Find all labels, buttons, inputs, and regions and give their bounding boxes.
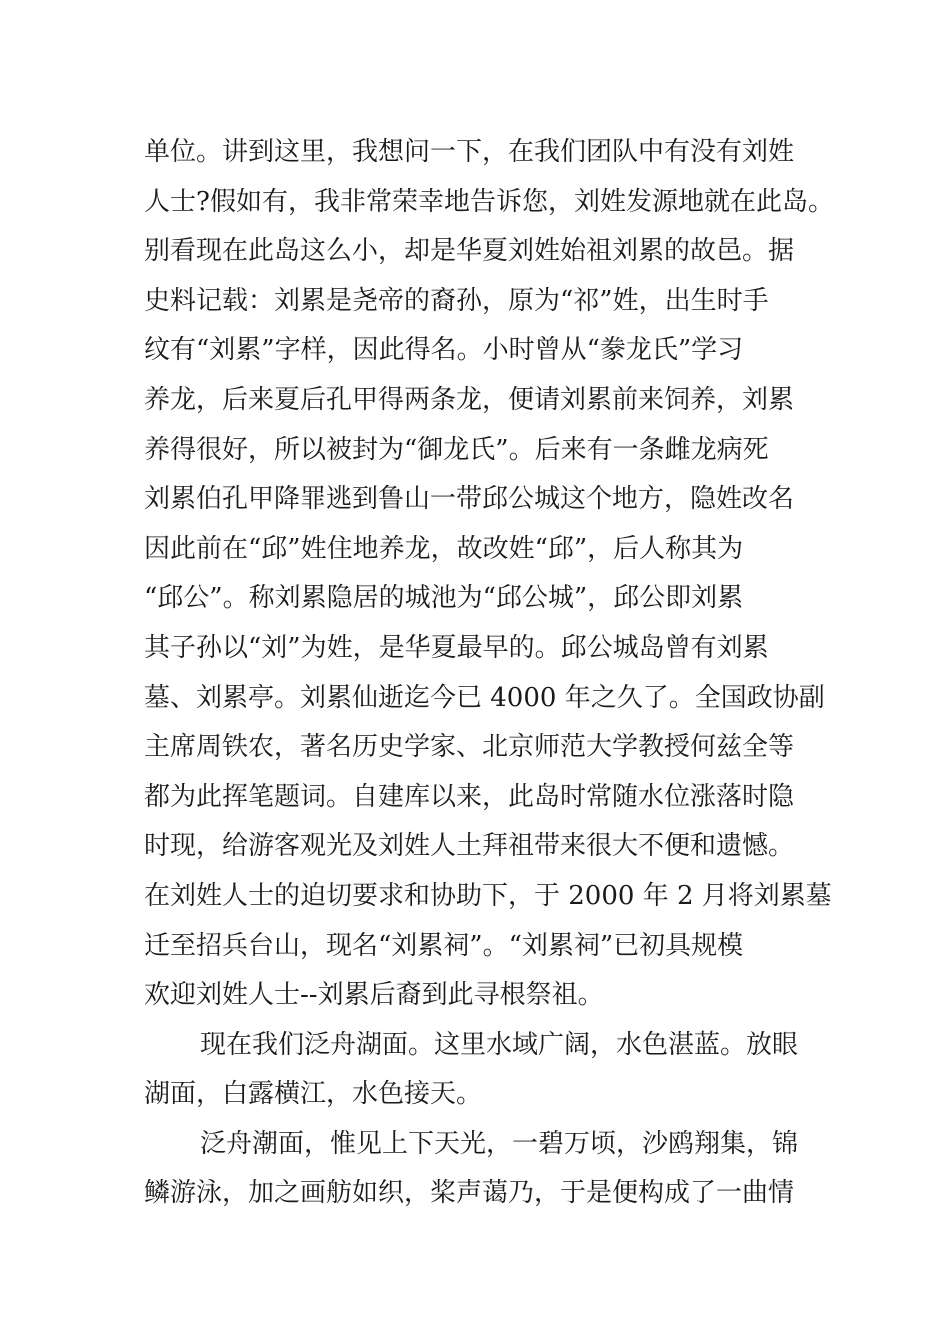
body-text <box>144 128 844 1219</box>
text-line: 欢迎刘姓人士--刘累后裔到此寻根祭祖。 <box>144 980 604 1011</box>
paragraph-first-line: 现在我们泛舟湖面。这里水域广阔，水色湛蓝。放眼 <box>200 1029 799 1060</box>
text-line: 湖面，白露横江，水色接天。 <box>144 1079 483 1110</box>
text-line: 时现，给游客观光及刘姓人土拜祖带来很大不便和遗憾。 <box>144 831 795 862</box>
text-line: 墓、刘累亭。刘累仙逝迄今已 4000 年之久了。全国政协副 <box>144 682 825 713</box>
text-line: 养得很好，所以被封为“御龙氏”。后来有一条雌龙病死 <box>144 434 769 465</box>
text-line: 人士?假如有，我非常荣幸地告诉您，刘姓发源地就在此岛。 <box>144 186 834 217</box>
paragraph-first-line: 泛舟潮面，惟见上下天光，一碧万顷，沙鸥翔集，锦 <box>200 1128 799 1159</box>
text-line: “邱公”。称刘累隐居的城池为“邱公城”，邱公即刘累 <box>144 583 744 614</box>
text-line: 迁至招兵台山，现名“刘累祠”。“刘累祠”已初具规模 <box>144 930 744 961</box>
text-line: 纹有“刘累”字样，因此得名。小时曾从“豢龙氏”学习 <box>144 335 744 366</box>
text-line: 养龙，后来夏后孔甲得两条龙，便请刘累前来饲养，刘累 <box>144 384 795 415</box>
text-line: 刘累伯孔甲降罪逃到鲁山一带邱公城这个地方，隐姓改名 <box>144 484 795 515</box>
text-line: 史料记载：刘累是尧帝的裔孙，原为“祁”姓，出生时手 <box>144 285 769 316</box>
text-line: 单位。讲到这里，我想问一下，在我们团队中有没有刘姓 <box>144 137 795 167</box>
text-line: 别看现在此岛这么小，却是华夏刘姓始祖刘累的故邑。据 <box>144 236 795 267</box>
text-line: 在刘姓人士的迫切要求和协助下，于 2000 年 2 月将刘累墓 <box>144 880 832 911</box>
text-line: 其子孙以“刘”为姓，是华夏最早的。邱公城岛曾有刘累 <box>144 632 769 663</box>
text-line: 鳞游泳，加之画舫如织，桨声蔼乃，于是便构成了一曲情 <box>144 1178 795 1209</box>
text-line: 都为此挥笔题词。自建库以来，此岛时常随水位涨落时隐 <box>144 781 795 812</box>
text-line: 因此前在“邱”姓住地养龙，故改姓“邱”，后人称其为 <box>144 533 744 564</box>
text-line: 主席周铁农，著名历史学家、北京师范大学教授何兹全等 <box>144 732 795 763</box>
